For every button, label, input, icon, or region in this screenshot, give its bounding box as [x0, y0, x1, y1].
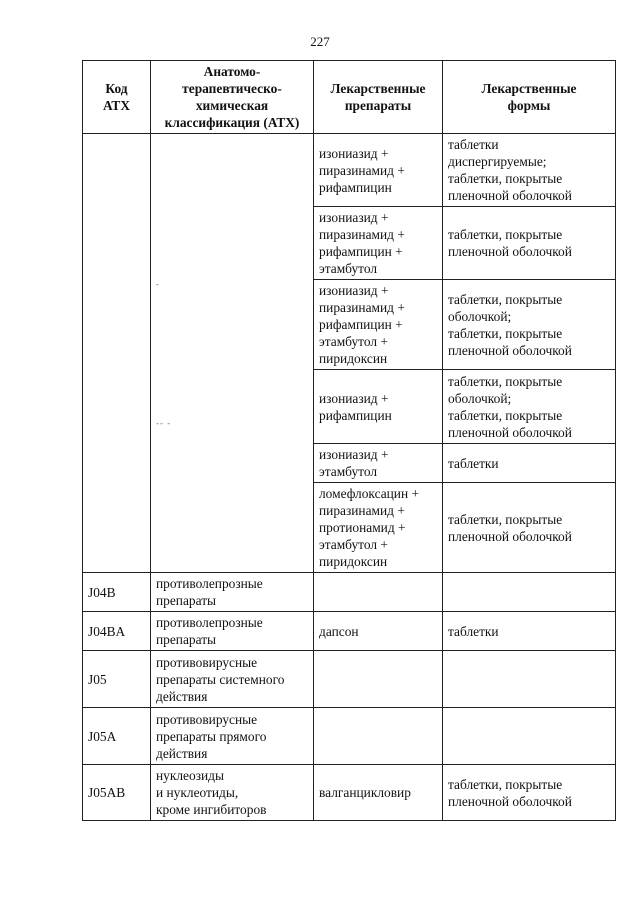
header-code: Код АТХ [83, 61, 151, 134]
drug-cell: изониазид + пиразинамид + рифампицин + этамбутол [314, 207, 443, 280]
table-row [83, 134, 616, 207]
atx-table [82, 60, 616, 821]
drug-cell [314, 708, 443, 765]
classification-cell: противовирусные препараты системного действия [151, 651, 314, 708]
table-row [83, 708, 616, 765]
drug-cell: изониазид + рифампицин [314, 370, 443, 444]
header-forms: Лекарственные формы [443, 61, 616, 134]
code-cell: J05AB [83, 765, 151, 821]
classification-cell: нуклеозиды и нуклеотиды, кроме ингибиторов [151, 765, 314, 821]
form-cell: таблетки [443, 444, 616, 483]
classification-cell: противолепрозные препараты [151, 573, 314, 612]
code-cell: J05 [83, 651, 151, 708]
drug-cell [314, 573, 443, 612]
code-cell: J04BA [83, 612, 151, 651]
form-cell: таблетки, покрытые пленочной оболочкой [443, 207, 616, 280]
form-cell: таблетки диспергируемые; таблетки, покрытые пленочной оболочкой [443, 134, 616, 207]
header-classification: Анатомо- терапевтическо- химическая классификация (АТХ) [151, 61, 314, 134]
form-cell [443, 708, 616, 765]
form-cell [443, 573, 616, 612]
drug-cell: изониазид + пиразинамид + рифампицин [314, 134, 443, 207]
form-cell: таблетки, покрытые пленочной оболочкой [443, 765, 616, 821]
classification-cell: противовирусные препараты прямого действия [151, 708, 314, 765]
drug-cell: изониазид + пиразинамид + рифампицин + этамбутол + пиридоксин [314, 280, 443, 370]
drug-cell: валганцикловир [314, 765, 443, 821]
form-cell [443, 651, 616, 708]
header-drugs: Лекарственные препараты [314, 61, 443, 134]
table-header-row [83, 61, 616, 134]
code-cell-empty [83, 134, 151, 573]
form-cell: таблетки [443, 612, 616, 651]
scan-speck: -- - [156, 418, 172, 428]
drug-cell: дапсон [314, 612, 443, 651]
form-cell: таблетки, покрытые пленочной оболочкой [443, 483, 616, 573]
form-cell: таблетки, покрытые оболочкой; таблетки, покрытые пленочной оболочкой [443, 280, 616, 370]
drug-cell: изониазид + этамбутол [314, 444, 443, 483]
scan-speck: - [156, 280, 159, 289]
classification-cell-empty [151, 134, 314, 573]
classification-cell: противолепрозные препараты [151, 612, 314, 651]
drug-cell: ломефлоксацин + пиразинамид + протионамид + этамбутол + пиридоксин [314, 483, 443, 573]
table-row [83, 612, 616, 651]
table-row [83, 651, 616, 708]
form-cell: таблетки, покрытые оболочкой; таблетки, покрытые пленочной оболочкой [443, 370, 616, 444]
code-cell: J05A [83, 708, 151, 765]
table-row [83, 765, 616, 821]
page-number: 227 [310, 34, 330, 49]
code-cell: J04B [83, 573, 151, 612]
drug-cell [314, 651, 443, 708]
table-row [83, 573, 616, 612]
